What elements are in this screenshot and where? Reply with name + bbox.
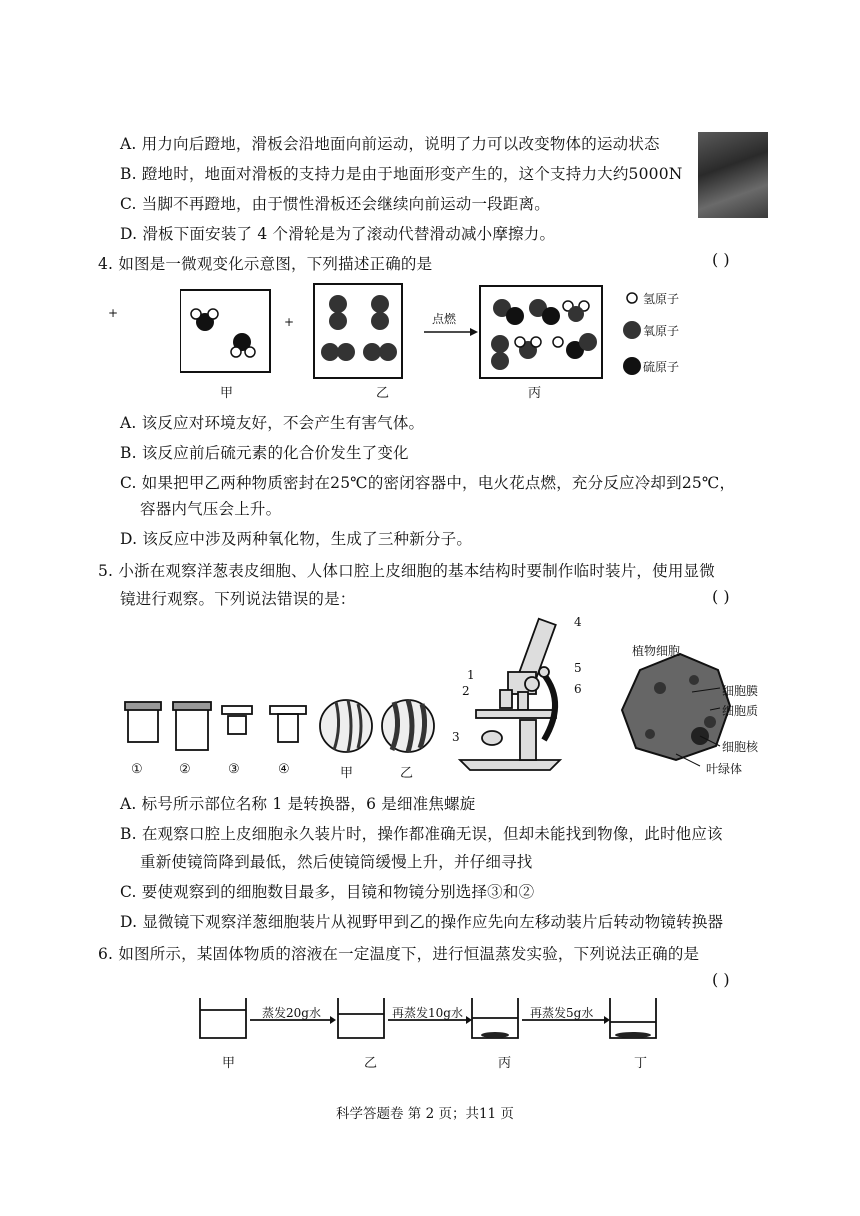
label-yi: 乙 — [376, 386, 390, 401]
step-3: 再蒸发5g水 — [530, 1006, 594, 1020]
arrow-label: 点燃 — [432, 312, 457, 326]
q4-option-c: C. 如果把甲乙两种物质密封在25℃的密闭容器中，电火花点燃，充分反应冷却到25℃， — [120, 474, 736, 492]
view-label-jia: 甲 — [340, 766, 354, 781]
q5-figure — [120, 610, 760, 785]
cell-title: 植物细胞 — [632, 644, 681, 658]
q5-option-b-cont: 重新使镜筒降到最低，然后使镜筒缓慢上升，并仔细寻找 — [140, 853, 533, 871]
q5-answer-paren: ( ) — [712, 587, 730, 606]
q5-stem-2: 镜进行观察。下列说法错误的是： — [120, 590, 356, 608]
view-label-yi: 乙 — [400, 766, 414, 781]
microscope-num-4: 4 — [574, 615, 582, 629]
microscope-num-6: 6 — [574, 682, 582, 696]
q4-stem: 4. 如图是一微观变化示意图，下列描述正确的是 — [98, 255, 433, 273]
beaker-bing: 丙 — [498, 1056, 512, 1071]
cell-label-nucleus: 细胞核 — [722, 740, 759, 754]
beaker-jia: 甲 — [222, 1056, 236, 1071]
microscope-num-5: 5 — [574, 661, 582, 675]
q3-option-a: A. 用力向后蹬地，滑板会沿地面向前运动，说明了力可以改变物体的运动状态 — [120, 135, 660, 153]
lens-label-2: ② — [179, 762, 191, 777]
q5-option-d: D. 显微镜下观察洋葱细胞装片从视野甲到乙的操作应先向左移动装片后转动物镜转换器 — [120, 913, 724, 931]
q6-stem: 6. 如图所示，某固体物质的溶液在一定温度下，进行恒温蒸发实验，下列说法正确的是 — [98, 945, 700, 963]
step-2: 再蒸发10g水 — [392, 1006, 463, 1020]
q5-stem-1: 5. 小浙在观察洋葱表皮细胞、人体口腔上皮细胞的基本结构时要制作临时装片，使用显微 — [98, 562, 715, 580]
lens-label-4: ④ — [278, 762, 290, 777]
beaker-ding: 丁 — [634, 1056, 648, 1071]
microscope-num-1: 1 — [467, 668, 475, 682]
legend-sulfur: 硫原子 — [643, 360, 680, 374]
q3-option-d: D. 滑板下面安装了 4 个滑轮是为了滚动代替滑动减小摩擦力。 — [120, 225, 556, 243]
legend-hydrogen: 氢原子 — [643, 292, 680, 306]
q6-answer-paren: ( ) — [712, 970, 730, 989]
q4-option-b: B. 该反应前后硫元素的化合价发生了变化 — [120, 444, 409, 462]
microscope-num-3: 3 — [452, 730, 460, 744]
plus-sign: + — [108, 306, 119, 320]
q4-option-a: A. 该反应对环境友好，不会产生有害气体。 — [120, 414, 425, 432]
step-1: 蒸发20g水 — [262, 1006, 321, 1020]
label-jia: 甲 — [220, 386, 234, 401]
legend-oxygen: 氧原子 — [643, 324, 680, 338]
beaker-yi: 乙 — [364, 1056, 378, 1071]
cell-label-membrane: 细胞膜 — [722, 684, 759, 698]
q5-option-b: B. 在观察口腔上皮细胞永久装片时，操作都准确无误，但却未能找到物像，此时他应该 — [120, 825, 723, 843]
q5-option-c: C. 要使观察到的细胞数目最多，目镜和物镜分别选择③和② — [120, 883, 535, 901]
microscope-num-2: 2 — [462, 684, 470, 698]
cell-label-cytoplasm: 细胞质 — [722, 704, 759, 718]
lens-label-3: ③ — [228, 762, 240, 777]
q4-option-d: D. 该反应中涉及两种氧化物，生成了三种新分子。 — [120, 530, 473, 548]
q4-diagram — [180, 282, 720, 402]
q3-option-c: C. 当脚不再蹬地，由于惯性滑板还会继续向前运动一段距离。 — [120, 195, 550, 213]
q4-answer-paren: ( ) — [712, 250, 730, 269]
q3-option-b: B. 蹬地时，地面对滑板的支持力是由于地面形变产生的，这个支持力大约5000N — [120, 165, 683, 183]
q5-option-a: A. 标号所示部位名称 1 是转换器，6 是细准焦螺旋 — [120, 795, 476, 813]
plus-sign-2: + — [284, 315, 295, 329]
q4-option-c-cont: 容器内气压会上升。 — [140, 500, 282, 518]
skateboard-photo — [698, 132, 768, 218]
cell-label-chloroplast: 叶绿体 — [706, 762, 743, 776]
lens-label-1: ① — [131, 762, 143, 777]
page-footer: 科学答题卷 第 2 页；共11 页 — [336, 1106, 514, 1122]
label-bing: 丙 — [528, 386, 542, 401]
